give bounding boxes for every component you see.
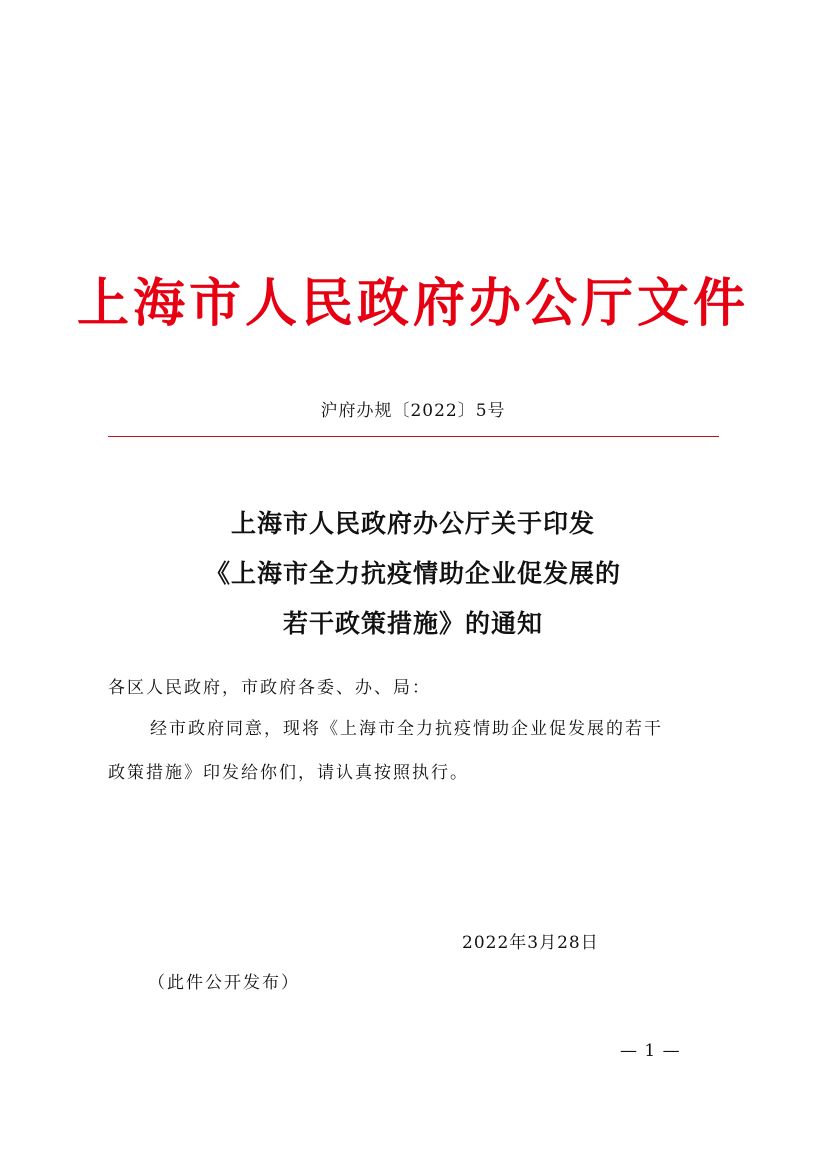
body-paragraph-line: 经市政府同意，现将《上海市全力抗疫情助企业促发展的若干 — [150, 719, 663, 739]
document-header-title: 上海市人民政府办公厅文件 — [76, 273, 749, 334]
issue-date: 2022年3月28日 — [462, 933, 599, 953]
notice-title-line: 上海市人民政府办公厅关于印发 — [230, 509, 595, 538]
notice-title-line: 《上海市全力抗疫情助企业促发展的 — [204, 559, 621, 588]
disclosure-note: （此件公开发布） — [148, 973, 300, 993]
page-number: — 1 — — [620, 1041, 681, 1061]
body-paragraph-line: 政策措施》印发给你们，请认真按照执行。 — [108, 763, 469, 783]
notice-title-line: 若干政策措施》的通知 — [282, 609, 543, 638]
salutation: 各区人民政府，市政府各委、办、局： — [108, 678, 431, 698]
notice-title — [0, 506, 826, 656]
red-separator-line — [108, 436, 719, 437]
document-number: 沪府办规〔2022〕5号 — [320, 401, 506, 421]
